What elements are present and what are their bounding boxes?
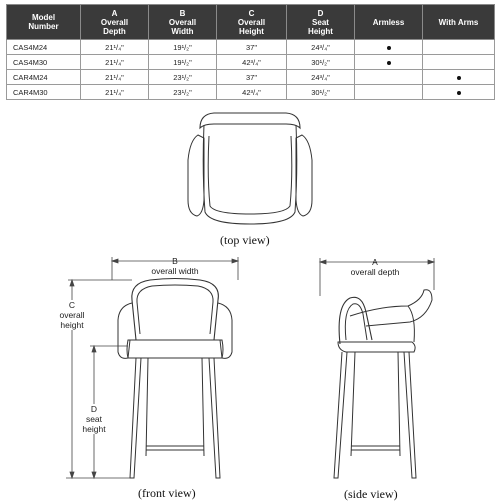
dimension-b-label [140, 256, 210, 276]
header-line: Model [31, 13, 56, 22]
top-view-caption: (top view) [220, 233, 270, 247]
cell-depth: 21¹/₄" [81, 40, 149, 55]
header-line: Width [171, 26, 194, 36]
dimension-text: overall [59, 310, 85, 320]
cell-width: 23¹/₂" [149, 70, 217, 85]
header-line: Overall [168, 17, 197, 27]
dimension-c-label [52, 300, 92, 330]
cell-model: CAR4M24 [7, 70, 81, 85]
cell-width: 19¹/₂" [149, 55, 217, 70]
cell-model: CAS4M24 [7, 40, 81, 55]
dimension-text: height [60, 320, 84, 330]
cell-depth: 21¹/₄" [81, 55, 149, 70]
header-line: Armless [372, 17, 405, 27]
dimension-text: overall depth [350, 267, 400, 277]
dimension-text: height [82, 424, 106, 434]
front-view-caption: (front view) [138, 486, 196, 500]
dimension-d-label [78, 404, 110, 434]
front-view-chair [118, 279, 232, 479]
cell-seat: 30¹/₂" [287, 85, 355, 100]
header-line: Depth [103, 26, 126, 36]
header-line: Number [28, 22, 59, 31]
header-letter: A [111, 8, 118, 18]
cell-width: 23¹/₂" [149, 85, 217, 100]
cell-model: CAS4M30 [7, 55, 81, 70]
dimension-letter: D [90, 404, 98, 414]
cell-seat: 24³/₄" [287, 40, 355, 55]
cell-height: 37" [217, 40, 287, 55]
dimension-letter: C [68, 300, 76, 310]
cell-width: 19¹/₂" [149, 40, 217, 55]
top-view-chair [188, 113, 312, 224]
header-line: Height [239, 26, 264, 36]
cell-height: 42³/₄" [217, 55, 287, 70]
cell-seat: 24³/₄" [287, 70, 355, 85]
side-view-chair [334, 290, 432, 478]
dimension-text: seat [85, 414, 103, 424]
header-letter: B [179, 8, 186, 18]
cell-model: CAR4M30 [7, 85, 81, 100]
header-line: Overall [237, 17, 266, 27]
cell-depth: 21¹/₄" [81, 85, 149, 100]
header-letter: C [248, 8, 255, 18]
dimension-letter: B [172, 256, 178, 266]
cell-seat: 30¹/₂" [287, 55, 355, 70]
header-letter: D [317, 8, 324, 18]
cell-height: 42³/₄" [217, 85, 287, 100]
dimension-a-label [340, 257, 410, 277]
header-line: Overall [100, 17, 129, 27]
cell-depth: 21¹/₄" [81, 70, 149, 85]
header-line: With Arms [438, 17, 479, 27]
side-view-caption: (side view) [344, 487, 398, 501]
header-line: Seat [312, 17, 329, 27]
cell-height: 37" [217, 70, 287, 85]
dimension-text: overall width [151, 266, 199, 276]
dimension-letter: A [372, 257, 378, 267]
header-line: Height [308, 26, 333, 36]
